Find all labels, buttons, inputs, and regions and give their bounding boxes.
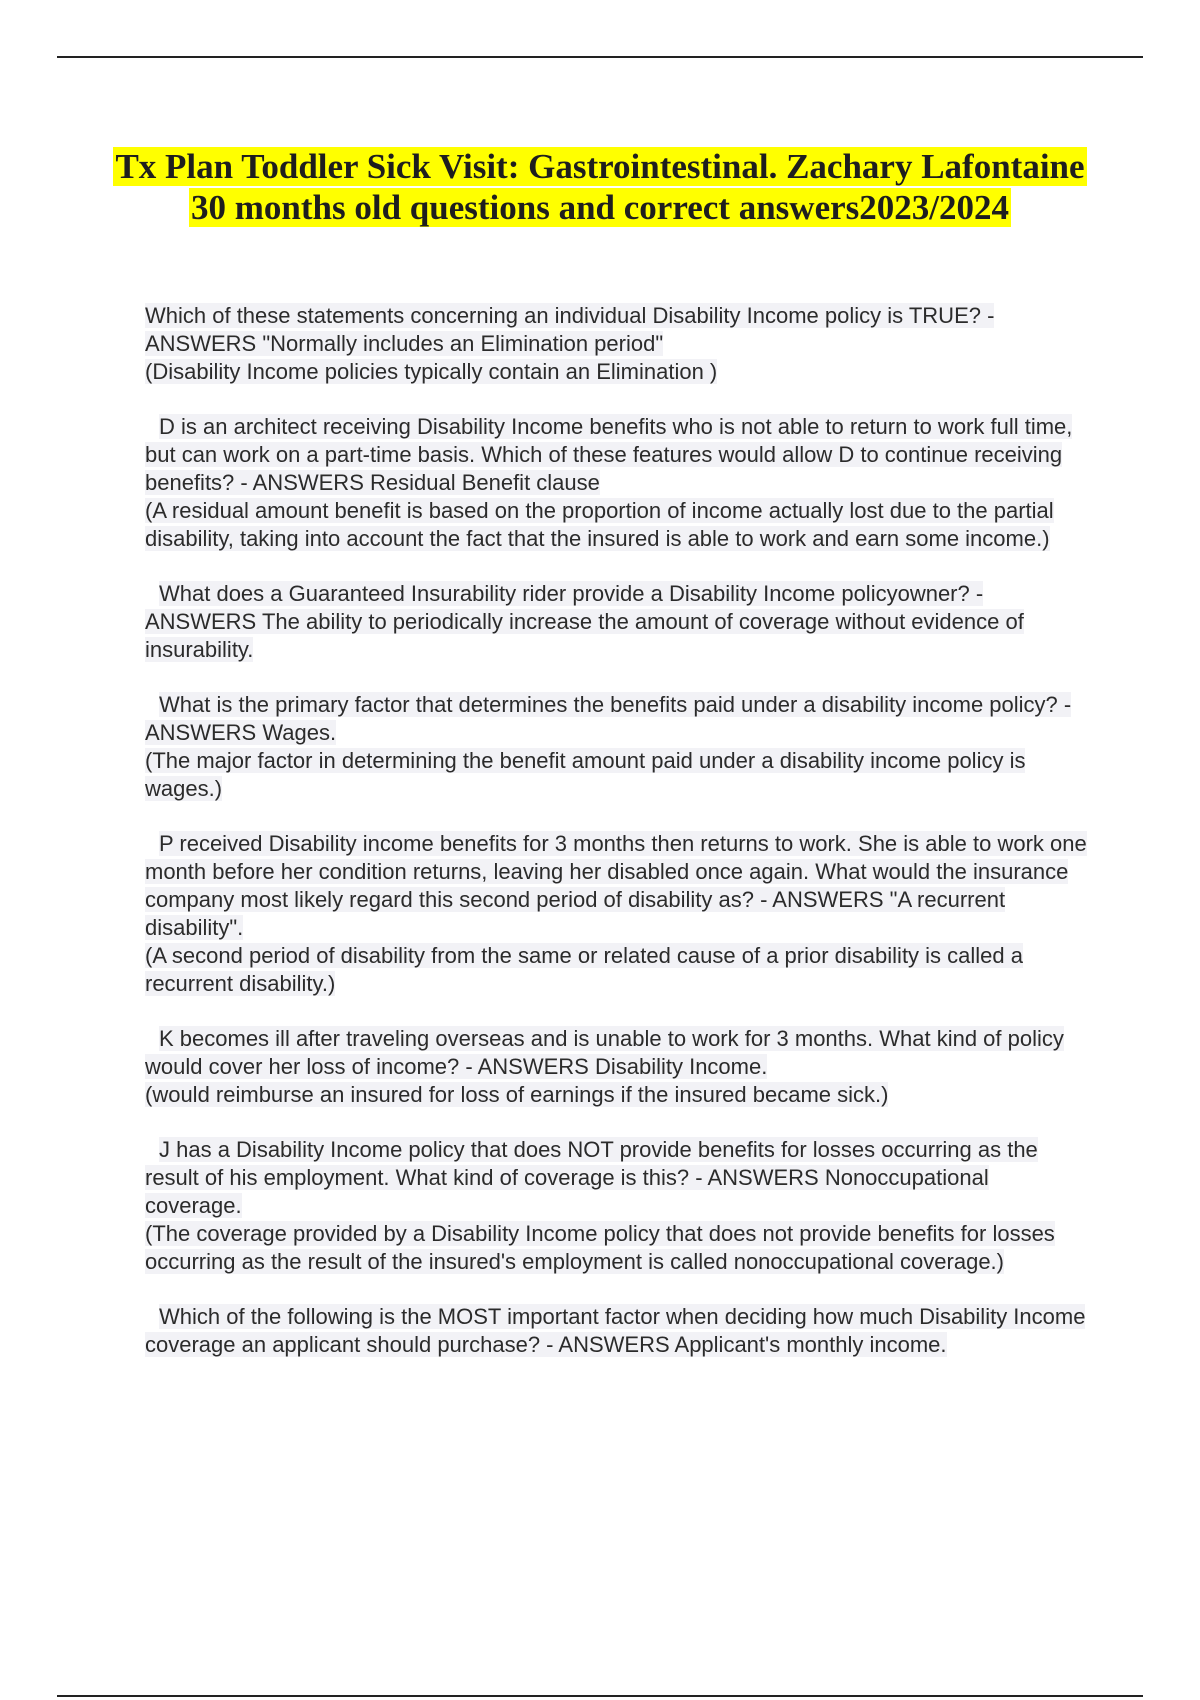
- qa-item: [145, 1025, 1090, 1109]
- question-answer: K becomes ill after traveling overseas and is unable to work for 3 months. What kind of policy would cover her loss of income? - ANSWERS Disability Income.: [145, 1026, 1064, 1079]
- qa-item: [145, 1303, 1090, 1359]
- qa-item: [145, 1136, 1090, 1276]
- document-title: Tx Plan Toddler Sick Visit: Gastrointestinal. Zachary Lafontaine 30 months old questions and correct answers2023/2024: [115, 147, 1085, 227]
- question-answer: P received Disability income benefits for 3 months then returns to work. She is able to work one month before her condition returns, leaving her disabled once again. What would the insurance company most likely regard this second period of disability as? - ANSWERS "A recurrent disability".: [145, 831, 1087, 940]
- question-answer: Which of these statements concerning an individual Disability Income policy is TRUE? - ANSWERS "Normally includes an Elimination period": [145, 303, 995, 356]
- answer-explanation: (The coverage provided by a Disability Income policy that does not provide benefits for losses occurring as the result of the insured's employment is called nonoccupational coverage.): [145, 1221, 1055, 1274]
- answer-explanation: (A residual amount benefit is based on the proportion of income actually lost due to the partial disability, taking into account the fact that the insured is able to work and earn some income.): [145, 498, 1054, 551]
- question-answer: D is an architect receiving Disability Income benefits who is not able to return to work full time, but can work on a part-time basis. Which of these features would allow D to continue receiving benefits? - ANSWERS Residual Benefit clause: [145, 414, 1073, 495]
- qa-item: [145, 691, 1090, 803]
- top-rule: [57, 56, 1143, 58]
- qa-item: [145, 830, 1090, 998]
- answer-explanation: (The major factor in determining the benefit amount paid under a disability income policy is wages.): [145, 748, 1026, 801]
- bottom-rule: [57, 1695, 1143, 1697]
- question-answer: J has a Disability Income policy that does NOT provide benefits for losses occurring as the result of his employment. What kind of coverage is this? - ANSWERS Nonoccupational coverage.: [145, 1137, 1038, 1218]
- qa-item: [145, 413, 1090, 553]
- answer-explanation: (would reimburse an insured for loss of earnings if the insured became sick.): [145, 1082, 889, 1107]
- question-answer: What is the primary factor that determines the benefits paid under a disability income policy? - ANSWERS Wages.: [145, 692, 1072, 745]
- qa-item: [145, 580, 1090, 664]
- question-answer: Which of the following is the MOST important factor when deciding how much Disability Income coverage an applicant should purchase? - ANSWERS Applicant's monthly income.: [145, 1304, 1086, 1357]
- answer-explanation: (A second period of disability from the same or related cause of a prior disability is called a recurrent disability.): [145, 943, 1023, 996]
- question-answer: What does a Guaranteed Insurability rider provide a Disability Income policyowner? - ANSWERS The ability to periodically increase the amount of coverage without evidence of insurability.: [145, 581, 1024, 662]
- title-block: [100, 146, 1100, 228]
- qa-item: [145, 302, 1090, 386]
- qa-list: [145, 302, 1090, 1386]
- answer-explanation: (Disability Income policies typically contain an Elimination ): [145, 359, 718, 384]
